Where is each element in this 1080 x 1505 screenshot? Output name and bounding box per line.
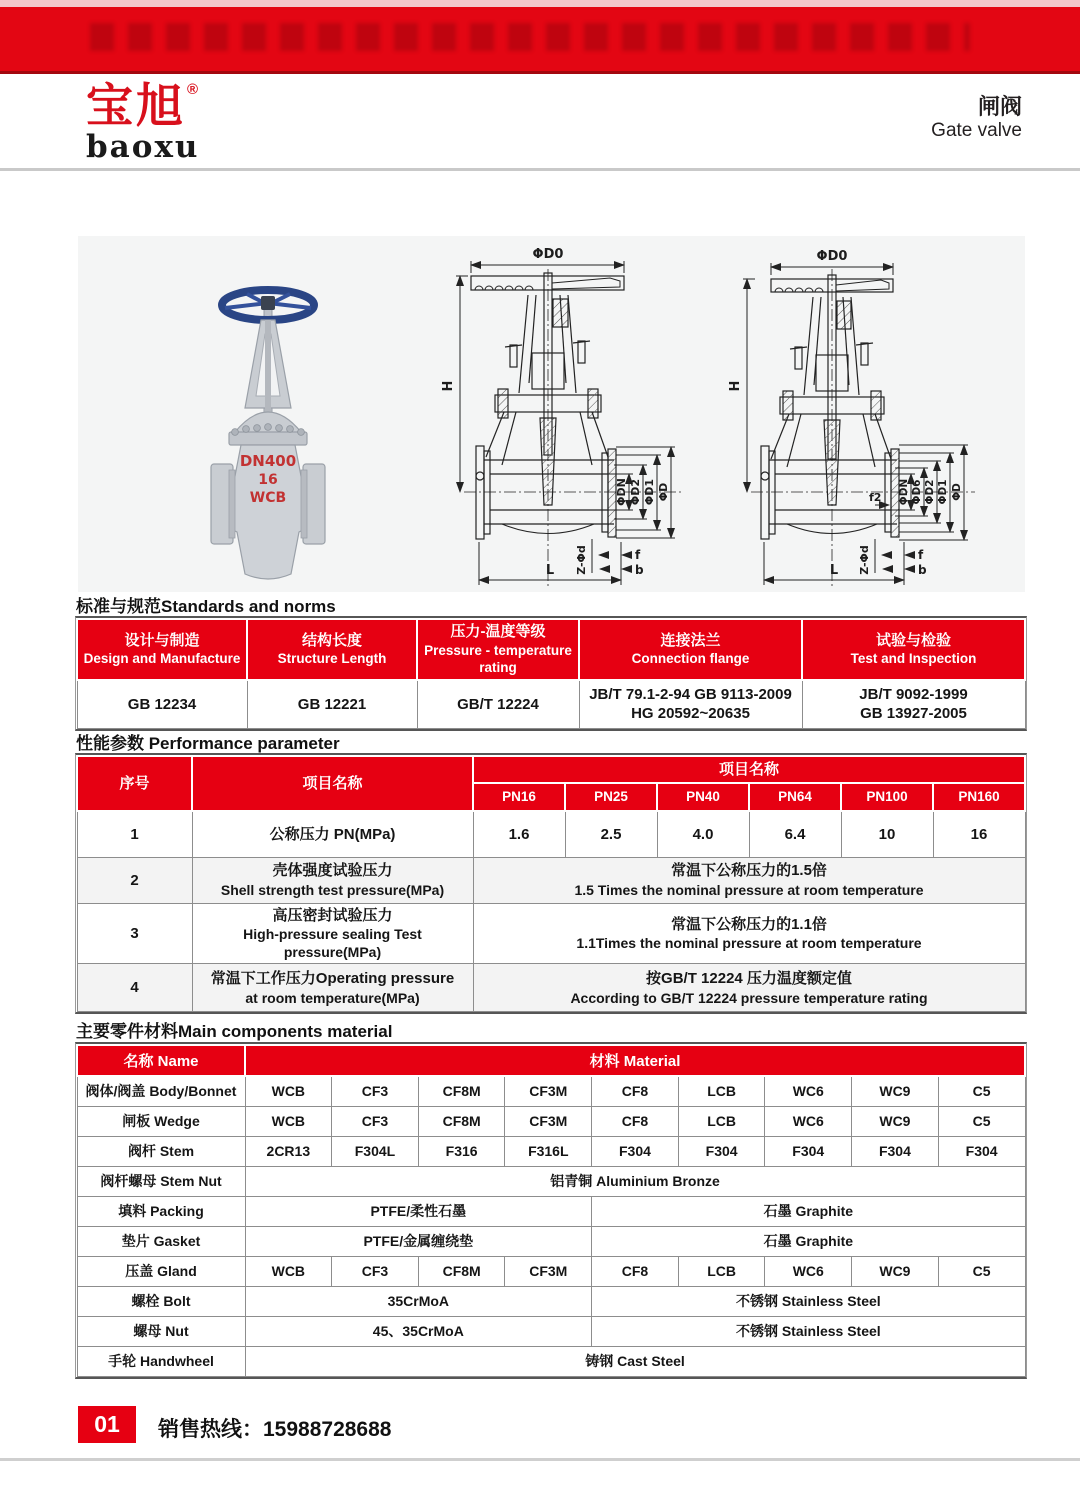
material-cell: F316L [505, 1136, 592, 1166]
col-header-pn: PN25 [565, 783, 657, 811]
col-header-pn: PN40 [657, 783, 749, 811]
name-header: 名称 Name [77, 1045, 245, 1076]
material-cell: F304L [332, 1136, 419, 1166]
col-header-pn: PN16 [473, 783, 565, 811]
material-cell-full: 铸钢 Cast Steel [245, 1346, 1025, 1376]
material-cell: CF8 [592, 1106, 679, 1136]
svg-text:ΦD1: ΦD1 [937, 479, 949, 505]
material-cell: F316 [418, 1136, 505, 1166]
row-no: 2 [77, 857, 192, 903]
svg-text:b: b [635, 563, 644, 577]
row-name: 壳体强度试验压力 Shell strength test pressure(MPa) [192, 857, 473, 903]
svg-text:Z-Φd: Z-Φd [858, 545, 871, 575]
svg-text:WCB: WCB [249, 490, 287, 506]
brand-name-en: baoxu [86, 129, 200, 165]
material-cell: C5 [938, 1106, 1025, 1136]
material-cell: LCB [678, 1106, 765, 1136]
top-pink-strip [0, 0, 1080, 7]
material-cell: CF8M [418, 1106, 505, 1136]
material-row [77, 1346, 1025, 1376]
part-name: 手轮 Handwheel [77, 1346, 245, 1376]
material-cell-left: 35CrMoA [245, 1286, 592, 1316]
material-row [77, 1196, 1025, 1226]
material-cell: CF8M [418, 1256, 505, 1286]
svg-text:b: b [918, 563, 927, 577]
material-cell: CF8 [592, 1256, 679, 1286]
standards-header-cell: 连接法兰 Connection flange [579, 619, 802, 680]
standards-header-cell: 设计与制造 Design and Manufacture [77, 619, 247, 680]
row-name: 高压密封试验压力 High-pressure sealing Test pressure(MPa) [192, 903, 473, 964]
material-header: 材料 Material [245, 1045, 1025, 1076]
brand-name-cn: 宝旭 [86, 79, 186, 134]
material-cell: WC6 [765, 1076, 852, 1106]
svg-text:ΦD1: ΦD1 [643, 478, 656, 506]
standards-header-row [77, 619, 1025, 680]
performance-row [77, 811, 1025, 857]
footer-divider [0, 1458, 1080, 1461]
row-no: 3 [77, 903, 192, 964]
material-cell: 2CR13 [245, 1136, 332, 1166]
material-row [77, 1256, 1025, 1286]
pn-value: 10 [841, 811, 933, 857]
sales-hotline [158, 1413, 391, 1443]
material-cell: CF3 [332, 1076, 419, 1106]
svg-text:DN400: DN400 [239, 452, 297, 470]
material-cell-right: 不锈钢 Stainless Steel [592, 1316, 1025, 1346]
material-row [77, 1316, 1025, 1346]
material-row [77, 1226, 1025, 1256]
section-title-performance: 性能参数 Performance parameter [76, 734, 340, 753]
material-cell: LCB [678, 1076, 765, 1106]
material-cell: WC6 [765, 1256, 852, 1286]
registered-mark-icon: ® [187, 81, 199, 98]
material-row [77, 1286, 1025, 1316]
material-cell: CF3 [332, 1256, 419, 1286]
standards-header-cell: 试验与检验 Test and Inspection [802, 619, 1025, 680]
material-cell: F304 [678, 1136, 765, 1166]
valve-drawing-2 [723, 243, 1023, 599]
col-header-pn: PN160 [933, 783, 1025, 811]
svg-text:ΦD2: ΦD2 [924, 479, 936, 505]
standards-value-row [77, 680, 1025, 729]
material-cell: CF3M [505, 1256, 592, 1286]
header-divider [0, 168, 1080, 171]
part-name: 垫片 Gasket [77, 1226, 245, 1256]
product-title-en: Gate valve [931, 120, 1022, 142]
material-row [77, 1076, 1025, 1106]
material-cell: CF8M [418, 1076, 505, 1106]
material-row [77, 1166, 1025, 1196]
material-cell: WC9 [852, 1106, 939, 1136]
svg-text:f2: f2 [869, 491, 882, 504]
pn-value: 6.4 [749, 811, 841, 857]
material-cell: CF8 [592, 1076, 679, 1106]
material-row [77, 1106, 1025, 1136]
performance-row [77, 903, 1025, 964]
merged-value: 常温下公称压力的1.5倍 1.5 Times the nominal pressure at room temperature [473, 857, 1025, 903]
standards-value-cell: JB/T 9092-1999 GB 13927-2005 [802, 680, 1025, 729]
col-header-group: 项目名称 [473, 756, 1025, 783]
svg-text:f: f [635, 548, 641, 562]
svg-text:Z-Φd: Z-Φd [575, 545, 588, 575]
svg-text:L: L [829, 563, 839, 578]
part-name: 阀杆螺母 Stem Nut [77, 1166, 245, 1196]
merged-value: 按GB/T 12224 压力温度额定值 According to GB/T 12224 pressure temperature rating [473, 964, 1025, 1012]
performance-table [75, 753, 1027, 1014]
part-name: 螺母 Nut [77, 1316, 245, 1346]
header-red-band [0, 7, 1080, 74]
pn-value: 1.6 [473, 811, 565, 857]
performance-header-row-1 [77, 756, 1025, 783]
svg-text:ΦD: ΦD [951, 483, 963, 501]
part-name: 螺栓 Bolt [77, 1286, 245, 1316]
hotline-label: 销售热线： [158, 1418, 263, 1441]
svg-text:L: L [545, 563, 555, 578]
svg-text:16: 16 [258, 472, 278, 488]
part-name: 填料 Packing [77, 1196, 245, 1226]
hotline-number: 15988728688 [263, 1418, 392, 1441]
svg-text:H: H [728, 380, 743, 392]
material-cell-right: 不锈钢 Stainless Steel [592, 1286, 1025, 1316]
material-cell: WC9 [852, 1256, 939, 1286]
material-cell: F304 [592, 1136, 679, 1166]
pn-value: 4.0 [657, 811, 749, 857]
standards-table [75, 616, 1027, 731]
col-header-pn: PN100 [841, 783, 933, 811]
material-cell-right: 石墨 Graphite [592, 1196, 1025, 1226]
svg-text:ΦD0: ΦD0 [532, 247, 564, 262]
pn-value: 2.5 [565, 811, 657, 857]
material-cell-left: PTFE/柔性石墨 [245, 1196, 592, 1226]
merged-value: 常温下公称压力的1.1倍 1.1Times the nominal pressure at room temperature [473, 903, 1025, 964]
standards-header-cell: 压力-温度等级 Pressure - temperature rating [417, 619, 579, 680]
row-no: 1 [77, 811, 192, 857]
drawing1-linework [464, 269, 684, 589]
performance-row [77, 857, 1025, 903]
row-name: 常温下工作压力Operating pressure at room temperature(MPa) [192, 964, 473, 1012]
svg-text:ΦD: ΦD [657, 482, 670, 502]
performance-row [77, 964, 1025, 1012]
material-cell-right: 石墨 Graphite [592, 1226, 1025, 1256]
svg-text:ΦD6: ΦD6 [911, 479, 923, 505]
material-cell: F304 [938, 1136, 1025, 1166]
material-cell: WC9 [852, 1076, 939, 1106]
left-flange [211, 464, 235, 544]
material-cell: LCB [678, 1256, 765, 1286]
material-cell-left: 45、35CrMoA [245, 1316, 592, 1346]
material-cell: C5 [938, 1256, 1025, 1286]
svg-text:ΦDN: ΦDN [898, 478, 910, 506]
material-cell: CF3M [505, 1106, 592, 1136]
standards-value-cell: GB 12234 [77, 680, 247, 729]
row-no: 4 [77, 964, 192, 1012]
right-flange [301, 464, 325, 544]
material-cell-left: PTFE/金属缠绕垫 [245, 1226, 592, 1256]
material-row [77, 1136, 1025, 1166]
row-name: 公称压力 PN(MPa) [192, 811, 473, 857]
page-number-badge: 01 [78, 1406, 136, 1443]
standards-value-cell: JB/T 79.1-2-94 GB 9113-2009 HG 20592~20635 [579, 680, 802, 729]
materials-table [75, 1042, 1027, 1379]
material-cell-full: 铝青铜 Aluminium Bronze [245, 1166, 1025, 1196]
standards-value-cell: GB/T 12224 [417, 680, 579, 729]
material-cell: CF3M [505, 1076, 592, 1106]
standards-value-cell: GB 12221 [247, 680, 417, 729]
product-title [931, 94, 1022, 143]
material-cell: WC6 [765, 1106, 852, 1136]
standards-header-cell: 结构长度 Structure Length [247, 619, 417, 680]
col-header-pn: PN64 [749, 783, 841, 811]
material-cell: F304 [765, 1136, 852, 1166]
part-name: 阀杆 Stem [77, 1136, 245, 1166]
svg-text:ΦD0: ΦD0 [816, 249, 848, 264]
material-cell: CF3 [332, 1106, 419, 1136]
drawing2-linework [751, 269, 975, 589]
materials-header-row [77, 1045, 1025, 1076]
brand-logo [86, 79, 200, 165]
col-header-name: 项目名称 [192, 756, 473, 811]
pn-value: 16 [933, 811, 1025, 857]
material-cell: C5 [938, 1076, 1025, 1106]
svg-text:ΦD2: ΦD2 [629, 478, 642, 506]
part-name: 阀体/阀盖 Body/Bonnet [77, 1076, 245, 1106]
part-name: 闸板 Wedge [77, 1106, 245, 1136]
section-title-standards: 标准与规范Standards and norms [76, 597, 336, 616]
section-title-materials: 主要零件材料Main components material [76, 1022, 393, 1041]
product-title-cn: 闸阀 [977, 94, 1022, 119]
svg-text:f: f [918, 548, 924, 562]
part-name: 压盖 Gland [77, 1256, 245, 1286]
svg-text:H: H [441, 380, 456, 392]
valve-drawing-1 [432, 243, 762, 599]
valve-photo [195, 276, 375, 591]
col-header-no: 序号 [77, 756, 192, 811]
material-cell: WCB [245, 1256, 332, 1286]
material-cell: F304 [852, 1136, 939, 1166]
material-cell: WCB [245, 1076, 332, 1106]
band-watermark [90, 23, 970, 51]
svg-text:ΦDN: ΦDN [615, 478, 628, 506]
material-cell: WCB [245, 1106, 332, 1136]
drawing2-dimensions [743, 263, 968, 585]
